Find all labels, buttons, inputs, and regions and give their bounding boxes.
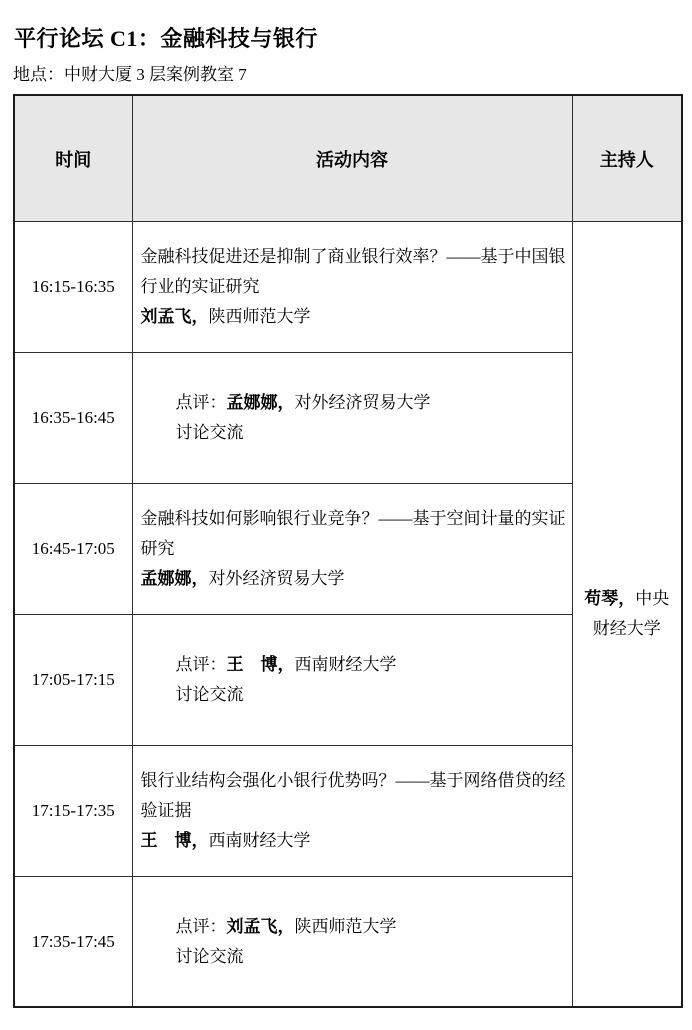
location-line: 地点：中财大厦 3 层案例教室 7 bbox=[13, 65, 247, 85]
commenter-affiliation: 陕西师范大学 bbox=[294, 916, 397, 936]
comment-label: 点评： bbox=[175, 916, 227, 936]
host-cell bbox=[572, 221, 682, 1007]
commenter-name: 王 博， bbox=[226, 654, 295, 674]
commenter-name: 刘孟飞， bbox=[226, 916, 295, 936]
time-cell: 17:05-17:15 bbox=[14, 614, 132, 745]
time-cell: 17:35-17:45 bbox=[14, 876, 132, 1007]
comment-line bbox=[176, 912, 568, 942]
discussion-line: 讨论交流 bbox=[175, 684, 244, 704]
discussion-line: 讨论交流 bbox=[175, 422, 244, 442]
commenter-name: 孟娜娜， bbox=[226, 392, 295, 412]
speaker-name: 刘孟飞， bbox=[140, 306, 209, 326]
comment-line bbox=[176, 388, 568, 418]
comment-label: 点评： bbox=[175, 392, 227, 412]
host-name: 苟琴， bbox=[584, 589, 636, 609]
commenter-affiliation: 对外经济贸易大学 bbox=[294, 392, 431, 412]
col-header-host: 主持人 bbox=[572, 95, 682, 221]
page-title: 平行论坛 C1：金融科技与银行 bbox=[14, 26, 318, 51]
discussion-line: 讨论交流 bbox=[175, 946, 244, 966]
header-row bbox=[14, 95, 682, 221]
content-cell bbox=[132, 483, 572, 614]
content-cell bbox=[132, 614, 572, 745]
content-cell bbox=[132, 876, 572, 1007]
host-affiliation: 中央财经大学 bbox=[592, 589, 670, 639]
paper-title: 银行业结构会强化小银行优势吗？——基于网络借贷的经验证据 bbox=[140, 770, 566, 820]
time-cell: 17:15-17:35 bbox=[14, 745, 132, 876]
table-row bbox=[14, 221, 682, 352]
content-cell bbox=[132, 221, 572, 352]
speaker-affiliation: 对外经济贸易大学 bbox=[208, 568, 345, 588]
speaker-line bbox=[141, 302, 568, 332]
content-cell bbox=[132, 352, 572, 483]
speaker-affiliation: 西南财经大学 bbox=[208, 830, 311, 850]
col-header-time: 时间 bbox=[14, 95, 132, 221]
paper-title: 金融科技如何影响银行业竞争？——基于空间计量的实证研究 bbox=[140, 508, 566, 558]
time-cell: 16:15-16:35 bbox=[14, 221, 132, 352]
comment-line bbox=[176, 650, 568, 680]
speaker-name: 孟娜娜， bbox=[140, 568, 209, 588]
paper-title: 金融科技促进还是抑制了商业银行效率？——基于中国银行业的实证研究 bbox=[140, 246, 566, 296]
commenter-affiliation: 西南财经大学 bbox=[294, 654, 397, 674]
speaker-line bbox=[141, 826, 568, 856]
speaker-name: 王 博， bbox=[140, 830, 209, 850]
time-cell: 16:45-17:05 bbox=[14, 483, 132, 614]
comment-label: 点评： bbox=[175, 654, 227, 674]
speaker-affiliation: 陕西师范大学 bbox=[208, 306, 311, 326]
content-cell bbox=[132, 745, 572, 876]
schedule-table bbox=[13, 94, 683, 1008]
speaker-line bbox=[141, 564, 568, 594]
time-cell: 16:35-16:45 bbox=[14, 352, 132, 483]
col-header-content: 活动内容 bbox=[132, 95, 572, 221]
